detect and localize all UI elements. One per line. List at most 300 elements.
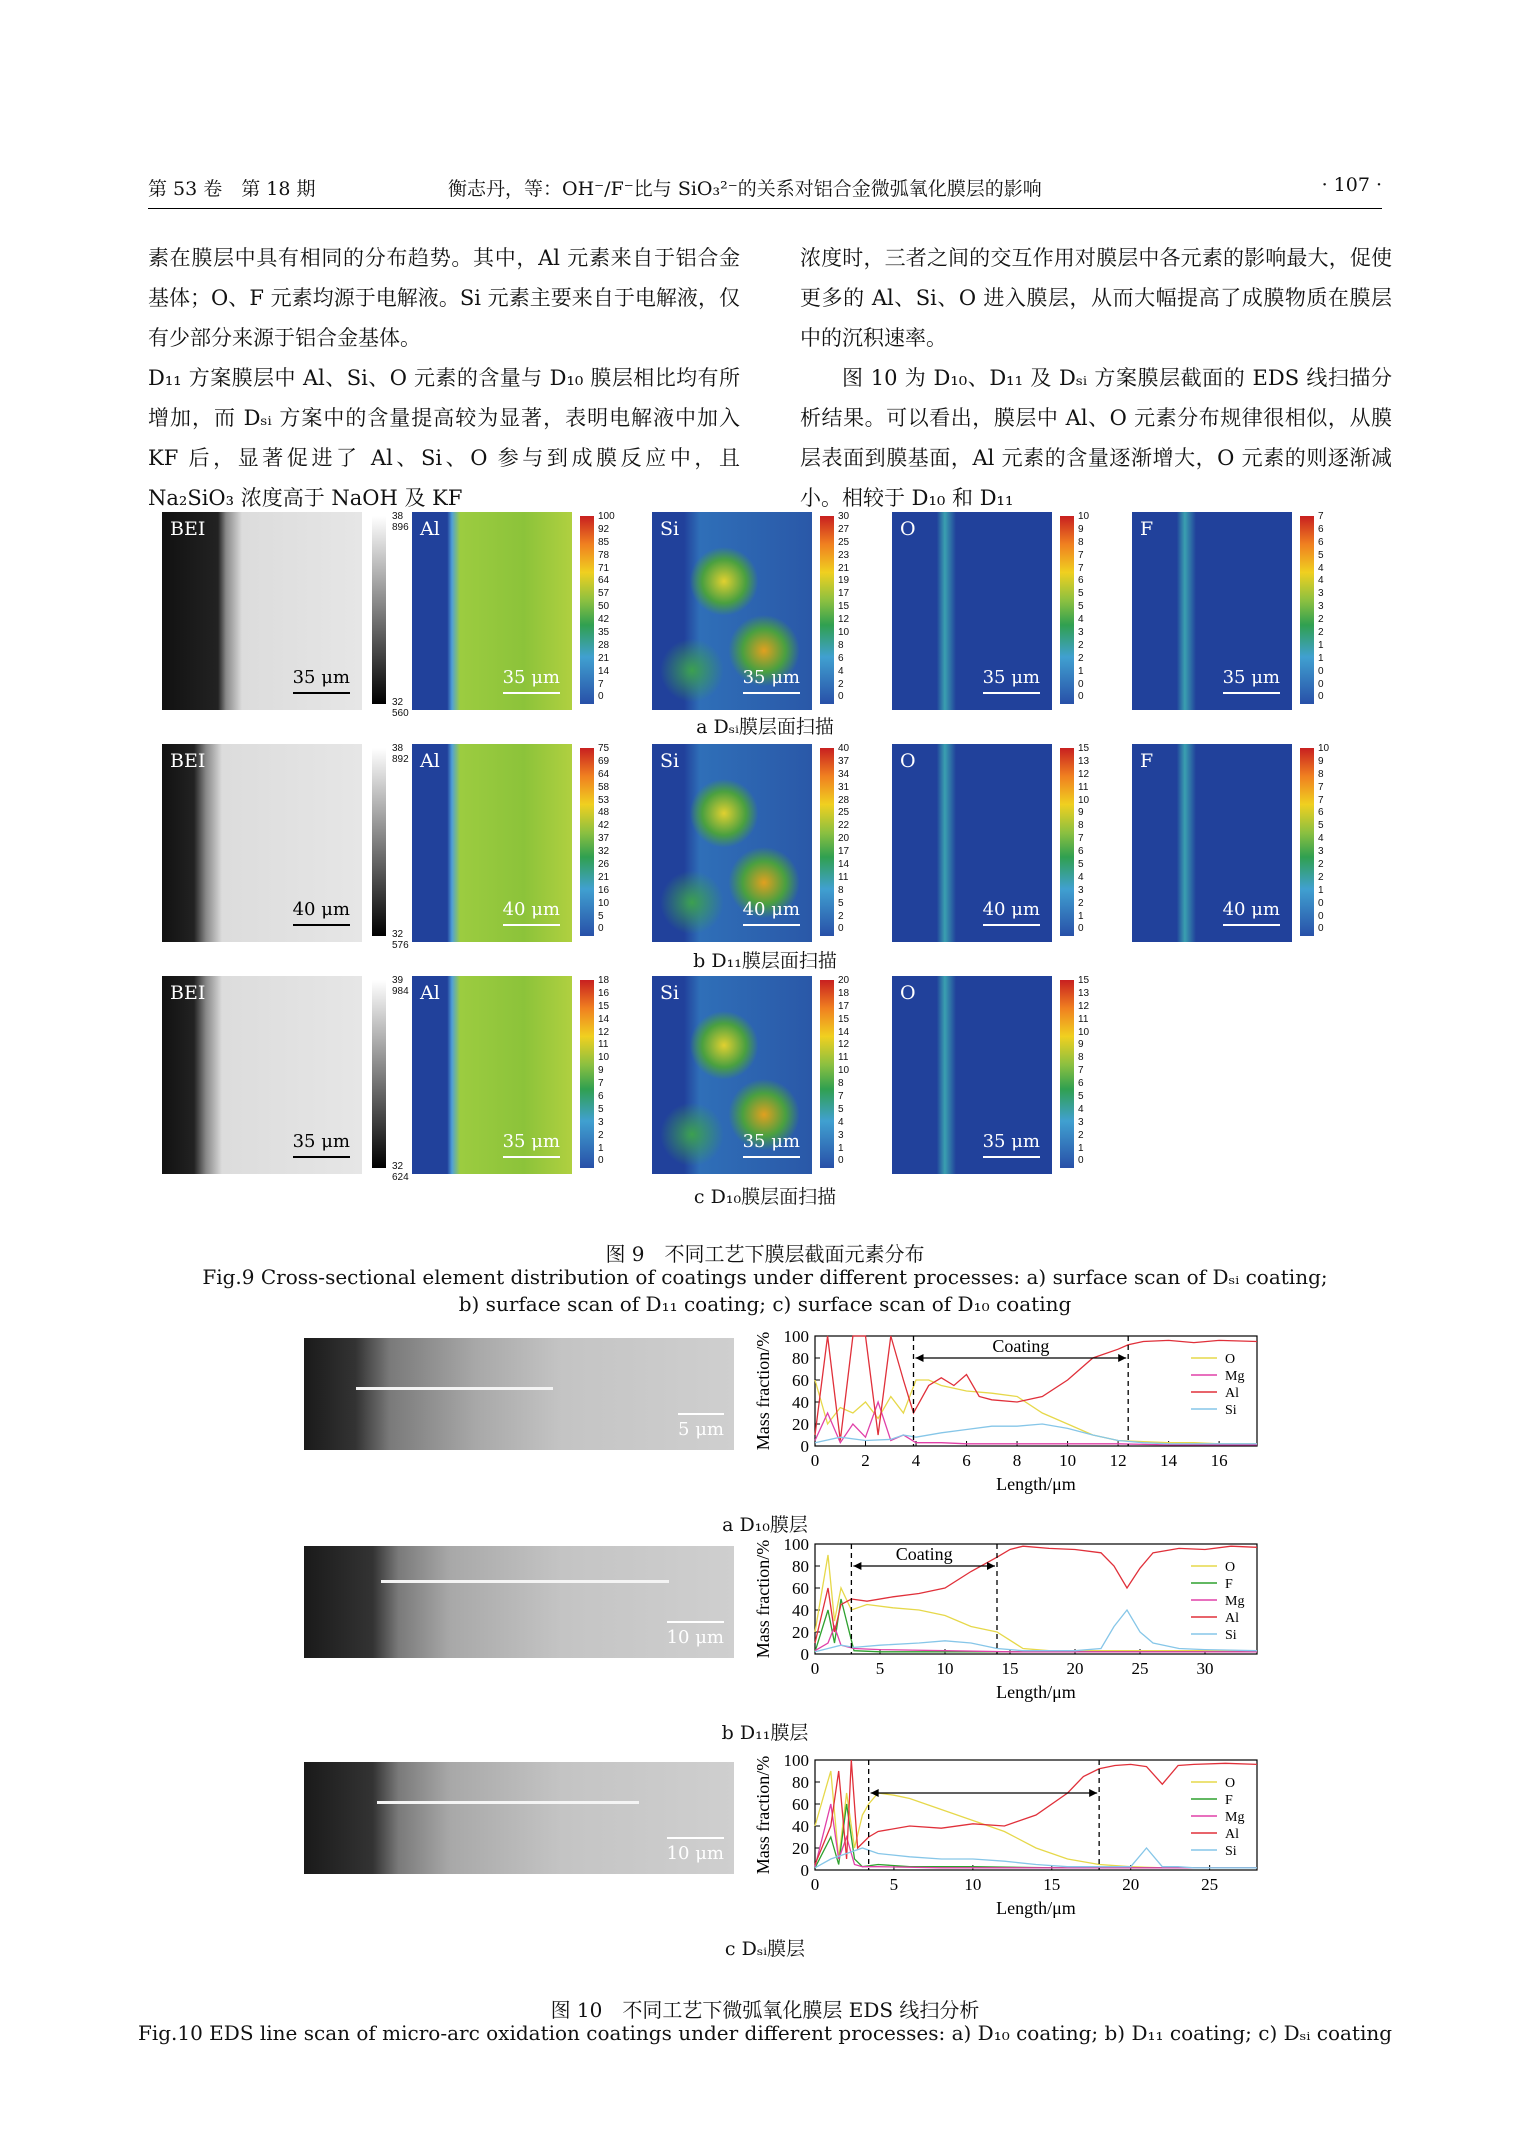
element-label: Al bbox=[420, 518, 440, 540]
y-tick-label: 60 bbox=[792, 1371, 809, 1390]
y-tick-label: 20 bbox=[792, 1415, 809, 1434]
colorbar-ticks bbox=[838, 512, 849, 710]
colorbar-tick: 10 bbox=[838, 627, 850, 639]
colorbar-tick: 7 bbox=[1078, 833, 1084, 845]
colorbar-tick: 0 bbox=[838, 923, 844, 935]
colorbar-tick: 5 bbox=[598, 1103, 604, 1115]
colorbar-tick: 2 bbox=[838, 910, 844, 922]
element-map-o bbox=[892, 512, 1052, 710]
scale-bar: 35 μm bbox=[503, 667, 560, 688]
colorbar-tick: 3 bbox=[1078, 627, 1084, 639]
header-rule bbox=[148, 208, 1382, 209]
scan-line bbox=[356, 1387, 554, 1390]
element-label: Si bbox=[660, 750, 680, 772]
scale-bar: 35 μm bbox=[743, 1131, 800, 1152]
x-axis-label: Length/μm bbox=[996, 1474, 1076, 1494]
colorbar bbox=[580, 748, 594, 936]
colorbar-tick: 18 bbox=[838, 987, 850, 999]
colorbar-tick: 7 bbox=[1078, 1065, 1084, 1077]
colorbar-tick: 4 bbox=[1318, 562, 1324, 574]
element-map-si bbox=[652, 744, 812, 942]
x-tick-label: 12 bbox=[1109, 1451, 1127, 1470]
colorbar-tick: 11 bbox=[838, 1052, 849, 1064]
colorbar bbox=[1300, 516, 1314, 704]
grayscale-bar bbox=[372, 980, 386, 1168]
sem-image bbox=[304, 1762, 734, 1874]
running-header bbox=[148, 168, 1382, 212]
colorbar bbox=[580, 516, 594, 704]
colorbar-tick: 3 bbox=[1318, 846, 1324, 858]
colorbar-tick: 25 bbox=[838, 536, 850, 548]
colorbar-tick: 9 bbox=[1078, 1039, 1084, 1051]
colorbar-tick: 28 bbox=[838, 794, 850, 806]
bei-image bbox=[162, 744, 362, 942]
colorbar-tick: 8 bbox=[1318, 768, 1324, 780]
colorbar-tick: 8 bbox=[1078, 820, 1084, 832]
element-label: F bbox=[1140, 518, 1154, 540]
element-map-al bbox=[412, 512, 572, 710]
colorbar-tick: 21 bbox=[598, 871, 610, 883]
colorbar bbox=[820, 516, 834, 704]
colorbar-tick: 34 bbox=[838, 768, 850, 780]
legend-label: Si bbox=[1225, 1628, 1237, 1643]
fig9-subcaption: b D₁₁膜层面扫描 bbox=[693, 950, 837, 972]
series-line-si bbox=[815, 1424, 1257, 1444]
x-tick-label: 4 bbox=[911, 1451, 921, 1470]
legend-label: Mg bbox=[1225, 1810, 1245, 1825]
colorbar-tick: 8 bbox=[838, 1078, 844, 1090]
x-tick-label: 20 bbox=[1122, 1875, 1140, 1894]
scale-bar: 40 μm bbox=[503, 899, 560, 920]
colorbar-tick: 5 bbox=[1078, 601, 1084, 613]
line-chart bbox=[745, 1754, 1265, 1934]
x-tick-label: 16 bbox=[1210, 1451, 1228, 1470]
colorbar-tick: 0 bbox=[1078, 678, 1084, 690]
colorbar-tick: 8 bbox=[838, 639, 844, 651]
element-label: O bbox=[900, 518, 916, 540]
colorbar-tick: 15 bbox=[838, 601, 850, 613]
colorbar-ticks bbox=[598, 512, 615, 710]
colorbar-tick: 30 bbox=[838, 511, 850, 522]
colorbar-tick: 1 bbox=[838, 1142, 844, 1154]
colorbar-tick: 64 bbox=[598, 575, 610, 587]
colorbar bbox=[1300, 748, 1314, 936]
colorbar-tick: 37 bbox=[598, 833, 610, 845]
y-tick-label: 0 bbox=[800, 1861, 809, 1880]
right-paragraph-2: 图 10 为 D₁₀、D₁₁ 及 Dₛᵢ 方案膜层截面的 EDS 线扫描分析结果。可以看出，膜层中 Al、O 元素分布规律很相似，从膜层表面到膜基面，Al 元素的含量逐渐增大，O 元素的则逐渐减小。相较于 D₁₀ 和 D₁₁ bbox=[800, 366, 1392, 510]
y-axis-label: Mass fraction/% bbox=[753, 1755, 773, 1875]
legend-label: Si bbox=[1225, 1403, 1237, 1418]
x-tick-label: 10 bbox=[1059, 1451, 1077, 1470]
colorbar-tick: 7 bbox=[1318, 794, 1324, 806]
sem-image bbox=[304, 1546, 734, 1658]
colorbar bbox=[820, 980, 834, 1168]
colorbar-tick: 78 bbox=[598, 549, 610, 561]
running-title: 衡志丹，等：OH⁻/F⁻比与 SiO₃²⁻的关系对铝合金微弧氧化膜层的影响 bbox=[448, 178, 1042, 200]
colorbar-tick: 0 bbox=[1318, 665, 1324, 677]
colorbar-tick: 4 bbox=[1318, 833, 1324, 845]
arrow-head-left bbox=[871, 1789, 879, 1797]
scale-bar: 40 μm bbox=[1223, 899, 1280, 920]
bei-label: BEI bbox=[170, 518, 206, 540]
grayscale-min: 32 624 bbox=[392, 1161, 409, 1183]
colorbar-tick: 3 bbox=[1078, 884, 1084, 896]
x-axis-label: Length/μm bbox=[996, 1898, 1076, 1918]
colorbar-tick: 4 bbox=[1078, 1103, 1084, 1115]
colorbar-tick: 0 bbox=[598, 1155, 604, 1167]
colorbar-tick: 7 bbox=[1318, 781, 1324, 793]
colorbar-tick: 5 bbox=[1078, 859, 1084, 871]
colorbar-tick: 0 bbox=[1318, 897, 1324, 909]
legend-label: O bbox=[1225, 1776, 1236, 1791]
bei-label: BEI bbox=[170, 982, 206, 1004]
y-tick-label: 100 bbox=[783, 1754, 809, 1770]
colorbar-tick: 48 bbox=[598, 807, 610, 819]
legend-label: Al bbox=[1225, 1611, 1239, 1626]
y-tick-label: 0 bbox=[800, 1645, 809, 1664]
colorbar-tick: 5 bbox=[598, 910, 604, 922]
x-tick-label: 0 bbox=[810, 1659, 820, 1678]
colorbar-ticks bbox=[598, 976, 609, 1174]
element-label: O bbox=[900, 982, 916, 1004]
colorbar-tick: 21 bbox=[838, 562, 850, 574]
x-tick-label: 6 bbox=[962, 1451, 971, 1470]
fig10-subcaption: a D₁₀膜层 bbox=[722, 1514, 808, 1536]
colorbar-tick: 0 bbox=[1078, 1155, 1084, 1167]
legend-label: Al bbox=[1225, 1827, 1239, 1842]
colorbar-tick: 1 bbox=[1318, 652, 1324, 664]
element-map-al bbox=[412, 744, 572, 942]
x-tick-label: 0 bbox=[810, 1875, 820, 1894]
fig10-title-en: Fig.10 EDS line scan of micro-arc oxidation coatings under different processes: a) D₁₀ coating; b) D₁₁ coating; c) Dₛᵢ coating bbox=[137, 2021, 1393, 2045]
colorbar-tick: 0 bbox=[1318, 910, 1324, 922]
colorbar-tick: 71 bbox=[598, 562, 610, 574]
colorbar-tick: 7 bbox=[838, 1091, 844, 1103]
x-tick-label: 15 bbox=[1043, 1875, 1061, 1894]
colorbar-tick: 18 bbox=[598, 975, 610, 986]
element-label: Al bbox=[420, 750, 440, 772]
colorbar-tick: 6 bbox=[1078, 1078, 1084, 1090]
y-axis-label: Mass fraction/% bbox=[753, 1331, 773, 1451]
scale-bar: 35 μm bbox=[983, 667, 1040, 688]
fig10-subcaption: c Dₛᵢ膜层 bbox=[724, 1938, 806, 1960]
colorbar-tick: 42 bbox=[598, 820, 610, 832]
x-tick-label: 15 bbox=[1001, 1659, 1019, 1678]
fig9-title-cn: 图 9 不同工艺下膜层截面元素分布 bbox=[605, 1242, 925, 1266]
colorbar-tick: 4 bbox=[1078, 871, 1084, 883]
colorbar-tick: 12 bbox=[1078, 1000, 1090, 1012]
colorbar-tick: 1 bbox=[1318, 884, 1324, 896]
x-tick-label: 5 bbox=[875, 1659, 885, 1678]
colorbar-tick: 0 bbox=[598, 691, 604, 703]
grayscale-bar bbox=[372, 516, 386, 704]
colorbar-tick: 2 bbox=[1318, 627, 1324, 639]
grayscale-max: 38 896 bbox=[392, 511, 409, 533]
colorbar-tick: 6 bbox=[838, 652, 844, 664]
colorbar-tick: 92 bbox=[598, 523, 610, 535]
colorbar-tick: 13 bbox=[1078, 987, 1090, 999]
x-tick-label: 30 bbox=[1196, 1659, 1214, 1678]
colorbar-tick: 64 bbox=[598, 768, 610, 780]
colorbar-tick: 0 bbox=[598, 923, 604, 935]
colorbar-tick: 12 bbox=[598, 1026, 610, 1038]
colorbar-tick: 0 bbox=[1318, 923, 1324, 935]
x-tick-label: 10 bbox=[964, 1875, 982, 1894]
colorbar-tick: 15 bbox=[1078, 743, 1090, 754]
scan-line bbox=[381, 1580, 669, 1583]
colorbar-tick: 1 bbox=[1078, 910, 1084, 922]
colorbar-tick: 4 bbox=[1078, 614, 1084, 626]
x-tick-label: 20 bbox=[1066, 1659, 1084, 1678]
bei-image bbox=[162, 976, 362, 1174]
x-tick-label: 0 bbox=[810, 1451, 820, 1470]
y-tick-label: 80 bbox=[792, 1349, 809, 1368]
colorbar-tick: 7 bbox=[1318, 511, 1324, 522]
colorbar-tick: 2 bbox=[838, 678, 844, 690]
colorbar-tick: 12 bbox=[1078, 768, 1090, 780]
scale-bar: 10 μm bbox=[667, 1627, 724, 1648]
arrow-head-right bbox=[1089, 1789, 1097, 1797]
colorbar bbox=[820, 748, 834, 936]
x-tick-label: 5 bbox=[889, 1875, 899, 1894]
element-label: Si bbox=[660, 982, 680, 1004]
colorbar-tick: 40 bbox=[838, 743, 850, 754]
series-line-mg bbox=[815, 1627, 1257, 1652]
colorbar-tick: 1 bbox=[598, 1142, 604, 1154]
colorbar-tick: 6 bbox=[1318, 523, 1324, 535]
colorbar-tick: 3 bbox=[838, 1129, 844, 1141]
x-axis-label: Length/μm bbox=[996, 1682, 1076, 1702]
colorbar-tick: 1 bbox=[1078, 665, 1084, 677]
colorbar-tick: 5 bbox=[1078, 1091, 1084, 1103]
fig10-title-cn: 图 10 不同工艺下微弧氧化膜层 EDS 线扫分析 bbox=[550, 1998, 980, 2022]
colorbar-tick: 8 bbox=[1078, 1052, 1084, 1064]
arrow-head-right bbox=[987, 1562, 995, 1570]
x-tick-label: 10 bbox=[936, 1659, 954, 1678]
colorbar-tick: 4 bbox=[838, 665, 844, 677]
colorbar-tick: 10 bbox=[598, 897, 610, 909]
element-label: Al bbox=[420, 982, 440, 1004]
colorbar-tick: 5 bbox=[1318, 820, 1324, 832]
element-map-o bbox=[892, 744, 1052, 942]
element-map-f bbox=[1132, 512, 1292, 710]
colorbar-tick: 53 bbox=[598, 794, 610, 806]
colorbar-tick: 26 bbox=[598, 859, 610, 871]
x-tick-label: 2 bbox=[861, 1451, 870, 1470]
colorbar-tick: 14 bbox=[838, 859, 850, 871]
volume-issue: 第 53 卷 第 18 期 bbox=[148, 178, 316, 200]
left-column bbox=[148, 238, 740, 518]
fig9-title-en-2: b) surface scan of D₁₁ coating; c) surface scan of D₁₀ coating bbox=[458, 1292, 1072, 1316]
colorbar-ticks bbox=[1318, 512, 1324, 710]
colorbar-tick: 17 bbox=[838, 1000, 850, 1012]
scale-bar: 35 μm bbox=[743, 667, 800, 688]
colorbar-tick: 2 bbox=[598, 1129, 604, 1141]
colorbar-tick: 15 bbox=[1078, 975, 1090, 986]
y-tick-label: 40 bbox=[792, 1393, 809, 1412]
series-line-o bbox=[815, 1555, 1257, 1651]
colorbar-tick: 2 bbox=[1078, 897, 1084, 909]
element-label: O bbox=[900, 750, 916, 772]
colorbar-tick: 27 bbox=[838, 523, 850, 535]
colorbar-tick: 50 bbox=[598, 601, 610, 613]
left-paragraph-1: 素在膜层中具有相同的分布趋势。其中，Al 元素来自于铝合金基体；O、F 元素均源于电解液。Si 元素主要来自于电解液，仅有少部分来源于铝合金基体。 bbox=[148, 246, 740, 350]
colorbar-tick: 14 bbox=[598, 665, 610, 677]
colorbar-ticks bbox=[598, 744, 609, 942]
colorbar-tick: 20 bbox=[838, 833, 850, 845]
colorbar-tick: 17 bbox=[838, 846, 850, 858]
colorbar-ticks bbox=[1318, 744, 1329, 942]
x-tick-label: 25 bbox=[1131, 1659, 1149, 1678]
coating-label: Coating bbox=[895, 1544, 953, 1564]
colorbar bbox=[580, 980, 594, 1168]
element-map-al bbox=[412, 976, 572, 1174]
colorbar-tick: 8 bbox=[838, 884, 844, 896]
sem-image bbox=[304, 1338, 734, 1450]
x-tick-label: 14 bbox=[1160, 1451, 1178, 1470]
colorbar-tick: 0 bbox=[1318, 678, 1324, 690]
colorbar-tick: 9 bbox=[1078, 807, 1084, 819]
colorbar-tick: 11 bbox=[1078, 781, 1089, 793]
colorbar bbox=[1060, 980, 1074, 1168]
colorbar-tick: 3 bbox=[598, 1116, 604, 1128]
y-tick-label: 40 bbox=[792, 1817, 809, 1836]
colorbar-tick: 22 bbox=[838, 820, 850, 832]
colorbar-tick: 2 bbox=[1318, 871, 1324, 883]
y-tick-label: 80 bbox=[792, 1557, 809, 1576]
colorbar-tick: 85 bbox=[598, 536, 610, 548]
bei-image bbox=[162, 512, 362, 710]
right-paragraph-1: 浓度时，三者之间的交互作用对膜层中各元素的影响最大，促使更多的 Al、Si、O 进入膜层，从而大幅提高了成膜物质在膜层中的沉积速率。 bbox=[800, 246, 1392, 350]
y-tick-label: 100 bbox=[783, 1538, 809, 1554]
colorbar-tick: 21 bbox=[598, 652, 610, 664]
colorbar-tick: 6 bbox=[1078, 575, 1084, 587]
colorbar-tick: 15 bbox=[838, 1013, 850, 1025]
colorbar-tick: 5 bbox=[838, 1103, 844, 1115]
colorbar-tick: 0 bbox=[1318, 691, 1324, 703]
y-tick-label: 0 bbox=[800, 1437, 809, 1456]
colorbar-tick: 10 bbox=[1318, 743, 1330, 754]
colorbar-tick: 42 bbox=[598, 614, 610, 626]
line-chart bbox=[745, 1538, 1265, 1718]
y-tick-label: 100 bbox=[783, 1330, 809, 1346]
line-chart bbox=[745, 1330, 1265, 1510]
colorbar-tick: 4 bbox=[1318, 575, 1324, 587]
scale-bar: 40 μm bbox=[983, 899, 1040, 920]
colorbar-tick: 10 bbox=[598, 1052, 610, 1064]
colorbar-ticks bbox=[838, 744, 849, 942]
colorbar-tick: 6 bbox=[598, 1091, 604, 1103]
grayscale-max: 39 984 bbox=[392, 975, 409, 997]
coating-label: Coating bbox=[992, 1336, 1050, 1356]
colorbar-tick: 2 bbox=[1318, 859, 1324, 871]
colorbar-tick: 16 bbox=[598, 884, 610, 896]
colorbar bbox=[1060, 516, 1074, 704]
colorbar-tick: 0 bbox=[838, 691, 844, 703]
scale-bar: 35 μm bbox=[293, 1131, 350, 1152]
colorbar-ticks bbox=[1078, 512, 1089, 710]
scale-bar: 35 μm bbox=[983, 1131, 1040, 1152]
colorbar-tick: 31 bbox=[838, 781, 850, 793]
scale-bar: 10 μm bbox=[667, 1843, 724, 1864]
x-tick-label: 8 bbox=[1012, 1451, 1022, 1470]
colorbar-tick: 19 bbox=[838, 575, 850, 587]
scan-line bbox=[377, 1801, 639, 1804]
colorbar-tick: 2 bbox=[1318, 614, 1324, 626]
element-label: Si bbox=[660, 518, 680, 540]
colorbar-tick: 3 bbox=[1318, 601, 1324, 613]
left-paragraph-2: D₁₁ 方案膜层中 Al、Si、O 元素的含量与 D₁₀ 膜层相比均有所增加，而 Dₛᵢ 方案中的含量提高较为显著，表明电解液中加入 KF 后，显著促进了 Al、Si、O 参与到成膜反应中，且 Na₂SiO₃ 浓度高于 NaOH 及 KF bbox=[148, 366, 740, 510]
arrow-head-left bbox=[853, 1562, 861, 1570]
colorbar-tick: 8 bbox=[1078, 536, 1084, 548]
colorbar-tick: 9 bbox=[598, 1065, 604, 1077]
page-number: · 107 · bbox=[1321, 174, 1382, 196]
series-line-si bbox=[815, 1610, 1257, 1652]
legend-label: O bbox=[1225, 1560, 1236, 1575]
colorbar-tick: 17 bbox=[838, 588, 850, 600]
colorbar-tick: 75 bbox=[598, 743, 610, 754]
colorbar-tick: 32 bbox=[598, 846, 610, 858]
colorbar-tick: 0 bbox=[838, 1155, 844, 1167]
element-map-o bbox=[892, 976, 1052, 1174]
colorbar-tick: 15 bbox=[598, 1000, 610, 1012]
y-tick-label: 60 bbox=[792, 1579, 809, 1598]
arrow-head-right bbox=[1118, 1354, 1126, 1362]
element-map-si bbox=[652, 512, 812, 710]
colorbar-ticks bbox=[1078, 744, 1089, 942]
element-map-f bbox=[1132, 744, 1292, 942]
grayscale-bar bbox=[372, 748, 386, 936]
colorbar-tick: 2 bbox=[1078, 1129, 1084, 1141]
legend-label: O bbox=[1225, 1352, 1236, 1367]
x-tick-label: 25 bbox=[1201, 1875, 1219, 1894]
colorbar-ticks bbox=[1078, 976, 1089, 1174]
colorbar-tick: 12 bbox=[838, 1039, 850, 1051]
colorbar-tick: 20 bbox=[838, 975, 850, 986]
colorbar-tick: 7 bbox=[1078, 562, 1084, 574]
scale-bar: 35 μm bbox=[503, 1131, 560, 1152]
legend-label: Mg bbox=[1225, 1369, 1245, 1384]
legend-label: F bbox=[1225, 1793, 1233, 1808]
colorbar-tick: 23 bbox=[838, 549, 850, 561]
colorbar-tick: 0 bbox=[1078, 691, 1084, 703]
y-axis-label: Mass fraction/% bbox=[753, 1539, 773, 1659]
fig10-subcaption: b D₁₁膜层 bbox=[721, 1722, 809, 1744]
scale-bar: 40 μm bbox=[743, 899, 800, 920]
series-line-al bbox=[815, 1760, 1257, 1865]
colorbar-tick: 5 bbox=[1078, 588, 1084, 600]
series-line-mg bbox=[815, 1804, 1257, 1868]
colorbar-tick: 100 bbox=[598, 511, 615, 522]
scale-bar: 5 μm bbox=[678, 1419, 724, 1440]
colorbar-tick: 57 bbox=[598, 588, 610, 600]
colorbar bbox=[1060, 748, 1074, 936]
y-tick-label: 80 bbox=[792, 1773, 809, 1792]
colorbar-tick: 9 bbox=[1318, 755, 1324, 767]
colorbar-tick: 11 bbox=[598, 1039, 609, 1051]
colorbar-tick: 13 bbox=[1078, 755, 1090, 767]
colorbar-tick: 58 bbox=[598, 781, 610, 793]
colorbar-tick: 10 bbox=[838, 1065, 850, 1077]
scale-bar: 35 μm bbox=[293, 667, 350, 688]
fig9-title-en-1: Fig.9 Cross-sectional element distribution of coatings under different processes: a) surface scan of Dₛᵢ coating; bbox=[202, 1265, 1328, 1289]
colorbar-tick: 16 bbox=[598, 987, 610, 999]
arrow-head-left bbox=[916, 1354, 924, 1362]
y-tick-label: 40 bbox=[792, 1601, 809, 1620]
colorbar-tick: 6 bbox=[1078, 846, 1084, 858]
y-tick-label: 60 bbox=[792, 1795, 809, 1814]
grayscale-min: 32 560 bbox=[392, 697, 409, 719]
